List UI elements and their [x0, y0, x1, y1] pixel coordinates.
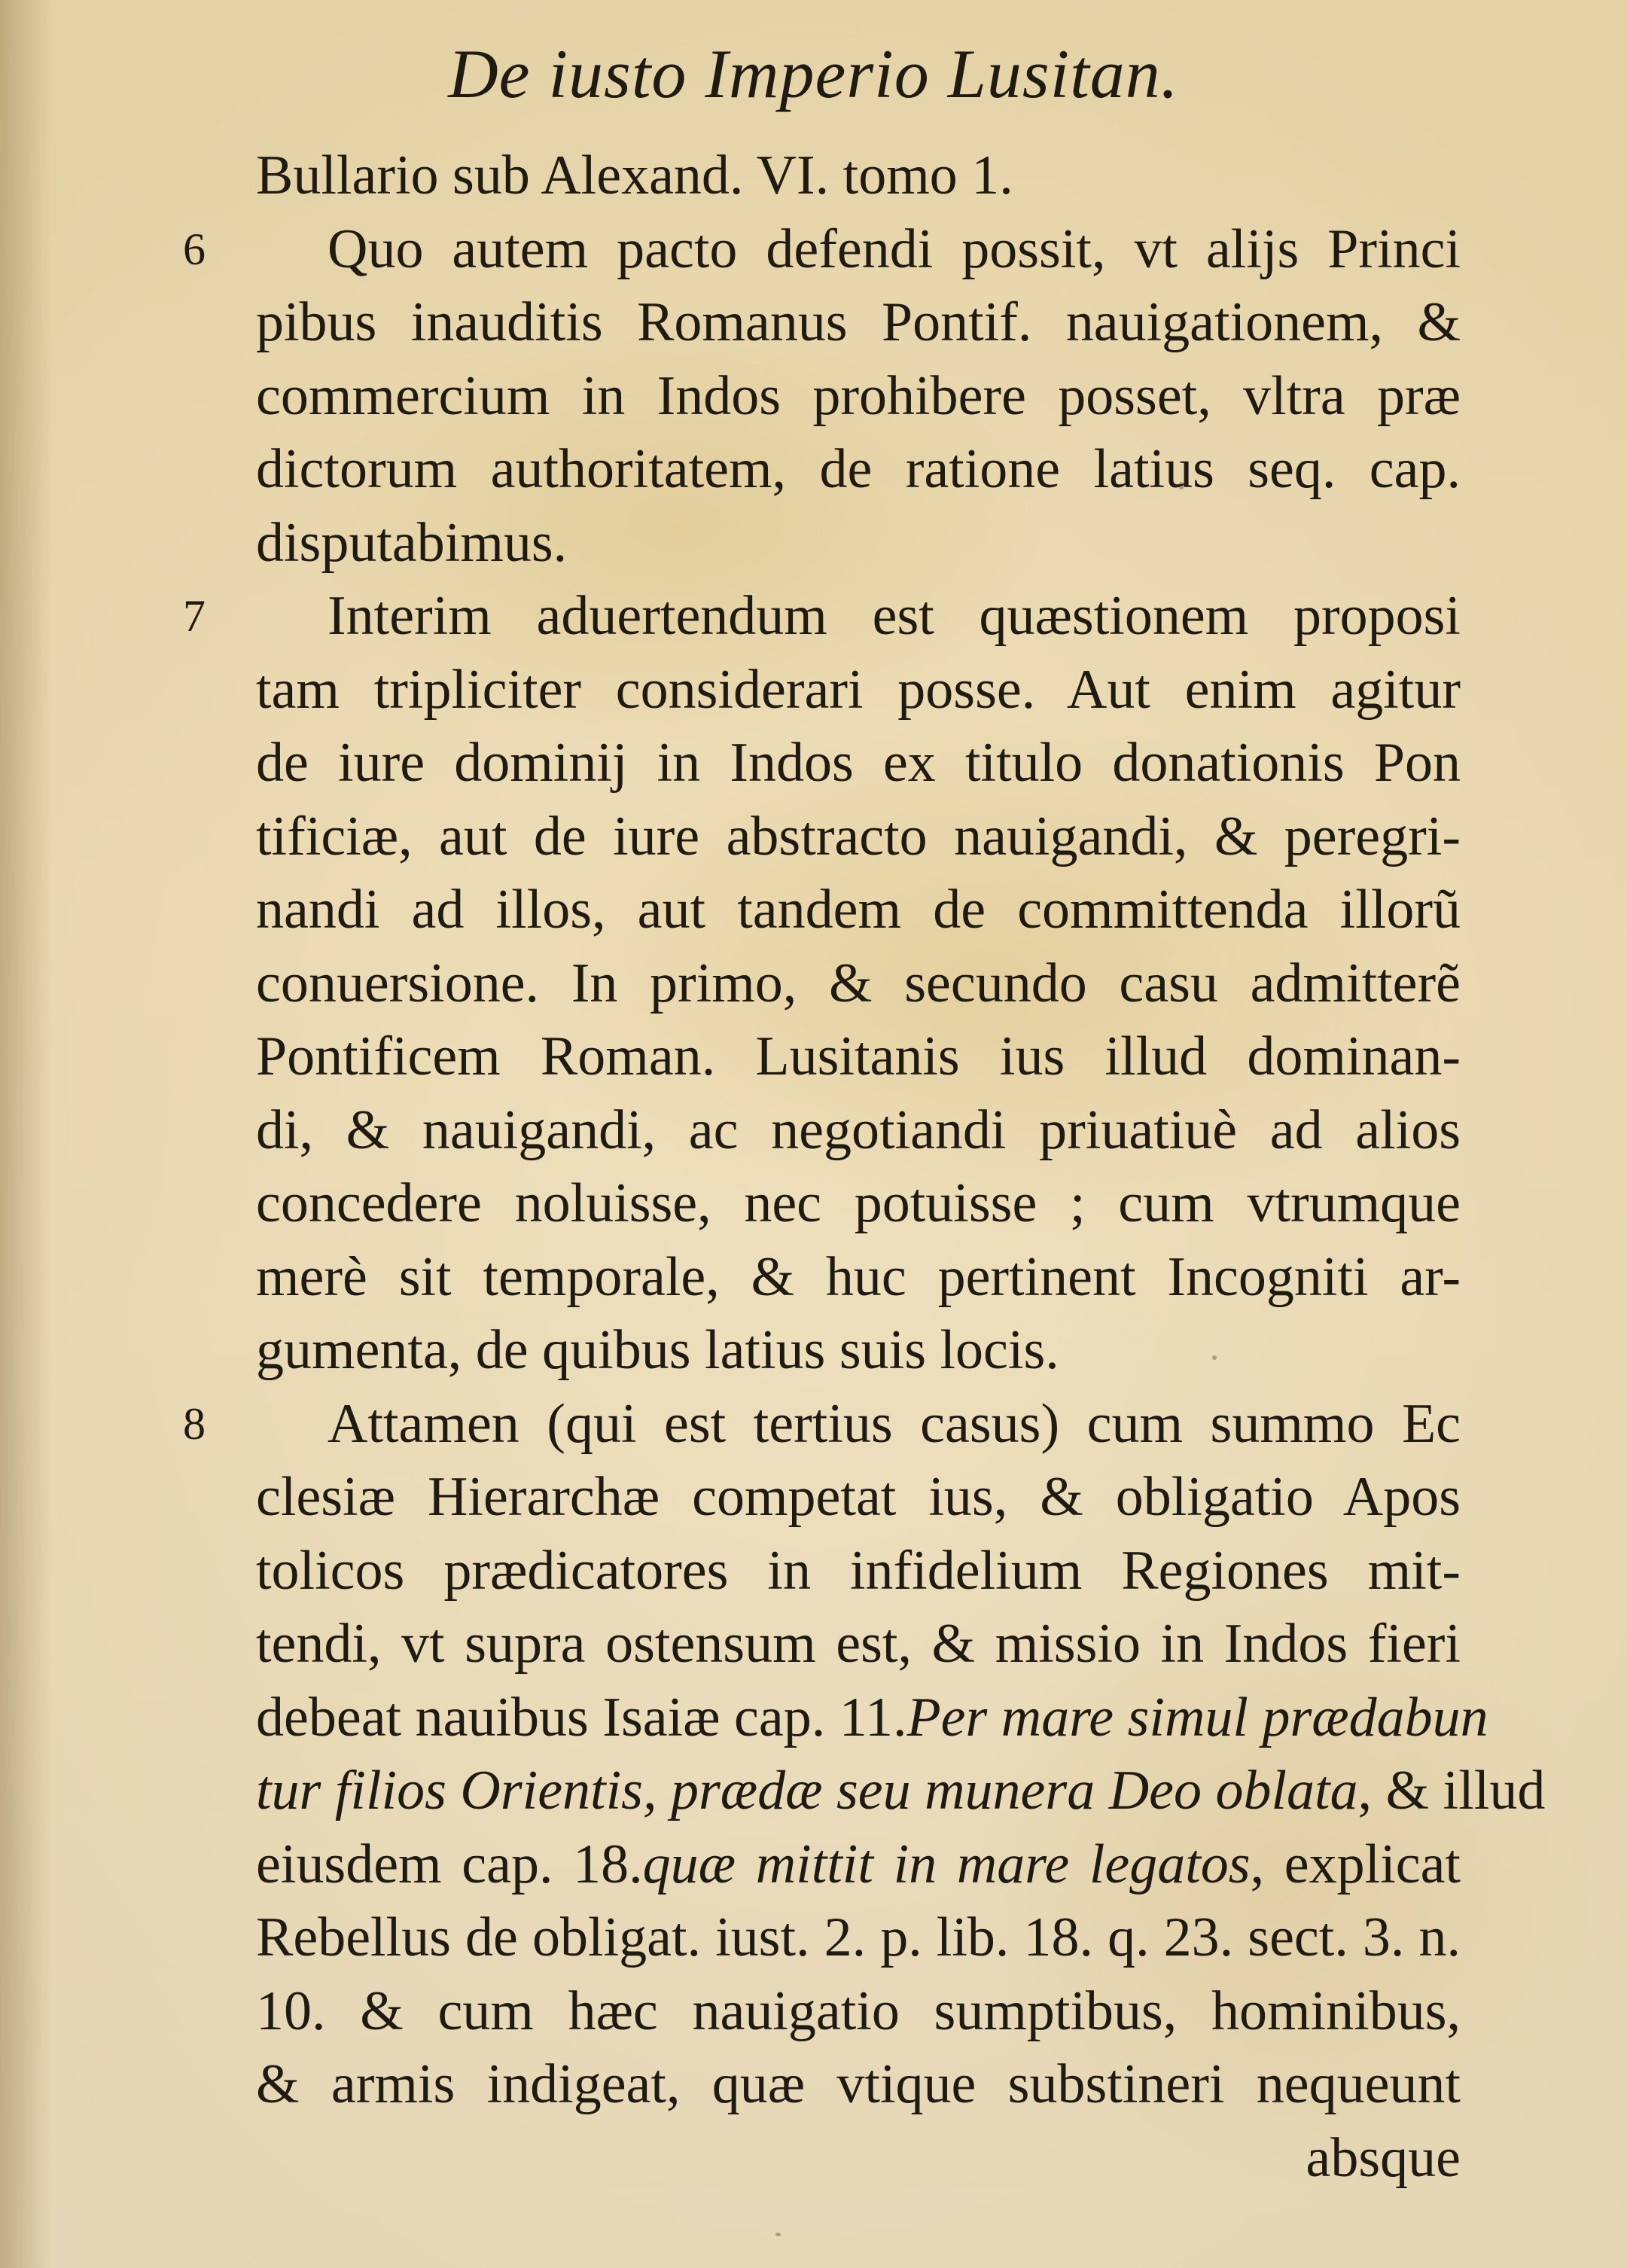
text-line: conuersione. In primo, & secundo casu admitterẽ: [256, 952, 1461, 1014]
text-line: dictorum authoritatem, de ratione latius seq. cap.: [256, 438, 1461, 500]
text-line: merè sit temporale, & huc pertinent Incogniti ar-: [256, 1245, 1461, 1308]
text-line: eiusdem cap. 18.quæ mittit in mare legatos, explicat: [256, 1833, 1461, 1895]
text-line: Interim aduertendum est quæstionem proposi: [328, 585, 1461, 647]
text-line: debeat nauibus Isaiæ cap. 11.Per mare simul prædabun: [256, 1686, 1488, 1748]
text-line: tolicos prædicatores in infidelium Regiones mit-: [256, 1539, 1461, 1602]
text-line: de iure dominij in Indos ex titulo donationis Pon: [256, 732, 1461, 794]
text-line: tur filios Orientis, prædæ seu munera Deo oblata, & illud: [256, 1760, 1546, 1821]
text-line: tendi, vt supra ostensum est, & missio in Indos fieri: [256, 1613, 1461, 1675]
text-line: tam tripliciter considerari posse. Aut enim agitur: [256, 658, 1461, 721]
text-line: pibus inauditis Romanus Pontif. nauigationem, &: [256, 291, 1461, 353]
text-line: Attamen (qui est tertius casus) cum summo Ec: [328, 1392, 1461, 1455]
text-line: Rebellus de obligat. iust. 2. p. lib. 18. q. 23. sect. 3. n.: [256, 1907, 1461, 1968]
italic-quote: tur filios Orientis, prædæ seu munera Deo oblata: [256, 1760, 1358, 1821]
text-line: Quo autem pacto defendi possit, vt alijs Princi: [328, 218, 1461, 280]
binding-shadow: [0, 0, 53, 2268]
running-head: De iusto Imperio Lusitan.: [448, 35, 1179, 112]
ink-speck: [1178, 482, 1184, 489]
text-line: Pontificem Roman. Lusitanis ius illud dominan-: [256, 1026, 1461, 1087]
text-line: disputabimus.: [256, 511, 568, 574]
text-line: 10. & cum hæc nauigatio sumptibus, hominibus,: [256, 1980, 1461, 2042]
margin-number: 6: [183, 224, 206, 274]
text-line: concedere noluisse, nec potuisse ; cum vtrumque: [256, 1172, 1461, 1234]
italic-quote: quæ mittit in mare legatos: [642, 1833, 1251, 1895]
text-line: di, & nauigandi, ac negotiandi priuatiuè ad alios: [256, 1099, 1461, 1161]
text-line: Bullario sub Alexand. VI. tomo 1.: [256, 145, 1013, 206]
italic-quote: Per mare simul prædabun: [906, 1686, 1488, 1748]
text-line: gumenta, de quibus latius suis locis.: [256, 1319, 1059, 1381]
text-line: clesiæ Hierarchæ competat ius, & obligatio Apos: [256, 1466, 1461, 1528]
ink-speck: [775, 2233, 781, 2236]
ink-speck: [1212, 1355, 1217, 1360]
margin-number: 8: [183, 1398, 206, 1449]
text-line: commercium in Indos prohibere posset, vltra præ: [256, 364, 1461, 427]
text-line: nandi ad illos, aut tandem de committenda illorũ: [256, 879, 1461, 940]
catchword: absque: [1306, 2126, 1461, 2189]
margin-number: 7: [183, 591, 206, 641]
body-text: [256, 139, 1546, 2195]
text-line: tificiæ, aut de iure abstracto nauigandi, & peregri-: [256, 805, 1461, 867]
text-line: & armis indigeat, quæ vtique substineri nequeunt: [256, 2053, 1461, 2115]
